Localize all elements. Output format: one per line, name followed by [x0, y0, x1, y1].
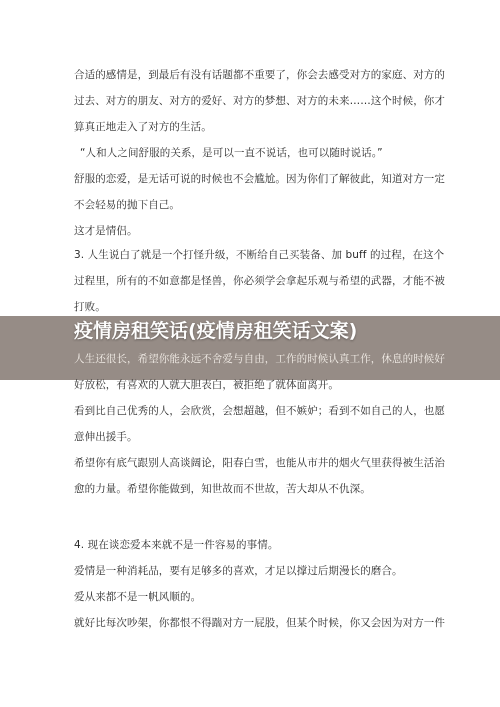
text-line: 愈的力量。希望你能做到，知世故而不世故，苦大却从不仇深。	[74, 483, 371, 495]
quote-line: “人和人之间舒服的关系，是可以一直不说话，也可以随时说话。”	[80, 147, 383, 159]
text-line: 打败。	[74, 301, 106, 313]
text-line: 过程里，所有的不如意都是怪兽，你必须学会拿起乐观与希望的武器，才能不被	[74, 275, 445, 287]
text-line: 舒服的恋爱，是无话可说的时候也不会尴尬。因为你们了解彼此，知道对方一定	[74, 173, 445, 185]
text-line: 4. 现在谈恋爱本来就不是一件容易的事情。	[74, 539, 279, 551]
text-line: 希望你有底气跟别人高谈阔论，阳春白雪，也能从市井的烟火气里获得被生活治	[74, 457, 445, 469]
text-line: 这才是情侣。	[74, 225, 138, 237]
text-line: 不会轻易的抛下自己。	[74, 199, 180, 211]
text-line: 3. 人生说白了就是一个打怪升级，不断给自己买装备、加 buff 的过程，在这个	[74, 249, 445, 261]
text-line: 算真正地走入了对方的生活。	[74, 121, 212, 133]
text-line: 看到比自己优秀的人，会欣赏，会想超越，但不嫉妒；看到不如自己的人，也愿	[74, 405, 445, 417]
text-line: 意伸出援手。	[74, 431, 138, 443]
text-line: 爱情是一种消耗品，要有足够多的喜欢，才足以撑过后期漫长的磨合。	[74, 565, 403, 577]
text-line: 爱从来都不是一帆风顺的。	[74, 591, 202, 603]
text-line: 好放松，有喜欢的人就大胆表白，被拒绝了就体面离开。	[74, 379, 339, 391]
text-line: 人生还很长，希望你能永远不舍爱与自由，工作的时候认真工作，休息的时候好	[74, 353, 445, 365]
text-line: 合适的感情是，到最后有没有话题都不重要了，你会去感受对方的家庭、对方的	[74, 69, 445, 81]
text-line: 过去、对方的朋友、对方的爱好、对方的梦想、对方的未来……这个时候，你才	[74, 95, 445, 107]
banner-title: 疫情房租笑话(疫情房租笑话文案)	[74, 320, 358, 342]
text-line: 就好比每次吵架，你都恨不得踹对方一屁股，但某个时候，你又会因为对方一件	[74, 617, 445, 629]
